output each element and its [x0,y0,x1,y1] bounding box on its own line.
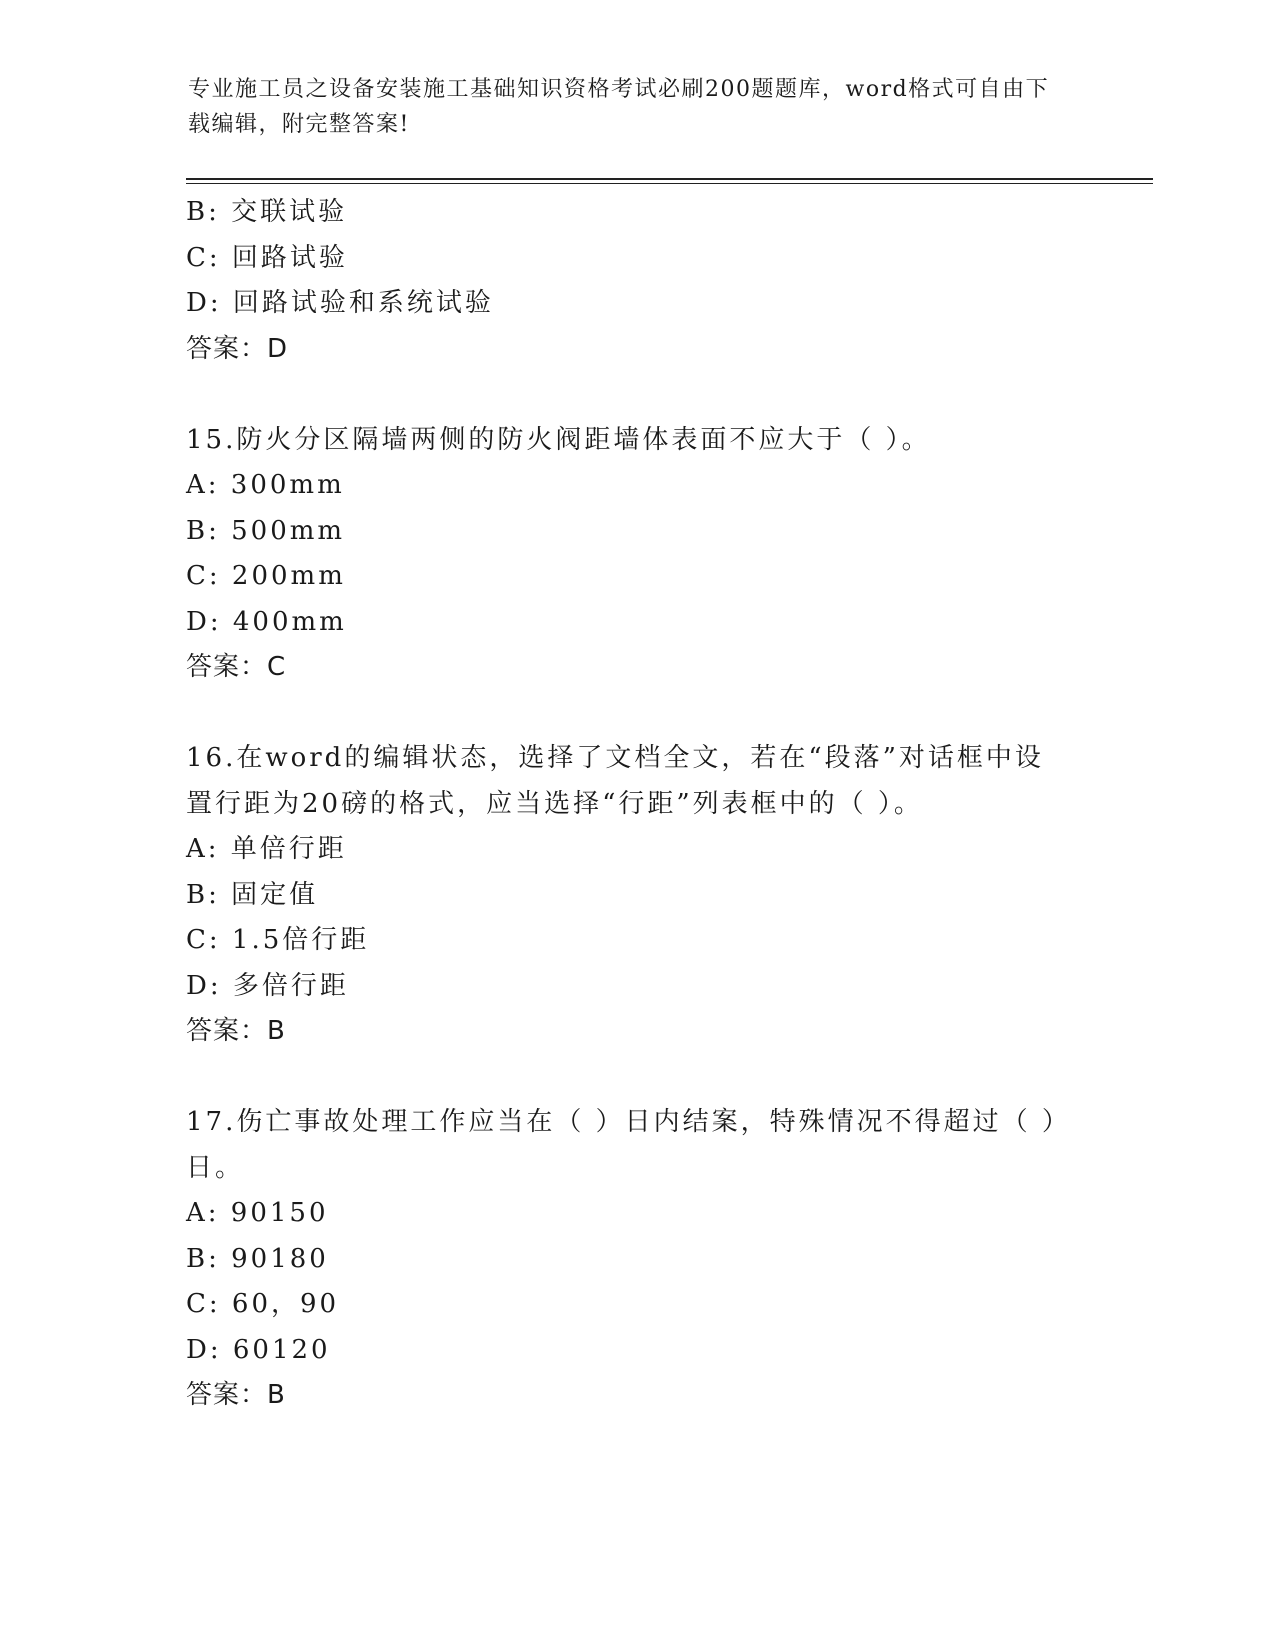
question-content [186,190,1086,1419]
option-d: D: 回路试验和系统试验 [186,288,494,318]
option-b: B: 90180 [186,1243,329,1274]
spacer [186,1055,1086,1101]
option-c: C: 60，90 [186,1289,340,1319]
spacer [186,372,1086,418]
option-a: A: 300mm [186,470,345,500]
option-a: A: 90150 [186,1198,329,1228]
option-b: B: 500mm [186,515,346,546]
header-rule-thin [186,183,1153,184]
answer: 答案：B [186,1380,286,1410]
option-d: D: 多倍行距 [186,970,349,1001]
option-b: B: 交联试验 [186,197,348,227]
answer: 答案：D [186,333,289,364]
spacer [186,691,1086,737]
document-header: 专业施工员之设备安装施工基础知识资格考试必刷200题题库，word格式可自由下载编辑，附完整答案! [188,77,1050,137]
question-17 [186,1100,1086,1419]
option-b: B: 固定值 [186,879,319,910]
question-14 [186,190,1086,372]
question-text: 17.伤亡事故处理工作应当在（ ）日内结案，特殊情况不得超过（ ）日。 [186,1107,1058,1183]
header-rule-thick [186,178,1153,180]
answer: 答案：C [186,652,287,682]
question-text: 16.在word的编辑状态，选择了文档全文，若在“段落”对话框中设置行距为20磅的格式，应当选择“行距”列表框中的（ ）。 [186,743,1044,819]
option-d: D: 400mm [186,606,347,637]
option-a: A: 单倍行距 [186,834,347,864]
option-d: D: 60120 [186,1334,331,1365]
question-16 [186,736,1086,1055]
question-text: 15.防火分区隔墙两侧的防火阀距墙体表面不应大于（ ）。 [186,424,931,455]
option-c: C: 200mm [186,561,346,591]
option-c: C: 回路试验 [186,242,348,273]
answer: 答案：B [186,1016,286,1046]
option-c: C: 1.5倍行距 [186,925,370,955]
question-15 [186,418,1086,691]
